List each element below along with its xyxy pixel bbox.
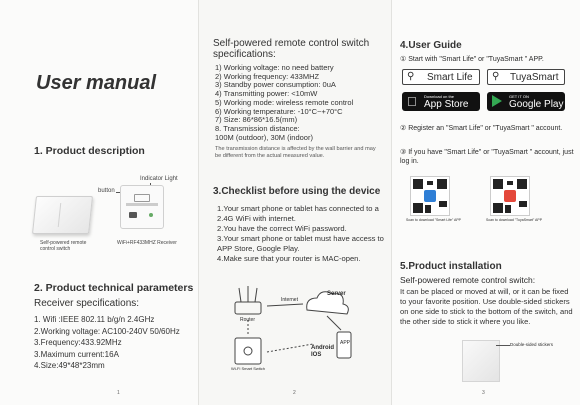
checklist-heading: 3.Checklist before using the device [213, 186, 381, 197]
transmission-note: The transmission distance is affected by the wall barrier and may be different from the actual measured value. [215, 146, 376, 159]
switch-spec-item: 3) Standby power consumption: 0uA [215, 80, 336, 90]
step-1: ① Start with "Smart Life" or "TuyaSmart " APP. [400, 56, 544, 63]
switch-spec-item: 7) Size: 86*86*16.5(mm) [215, 115, 298, 125]
google-play-badge[interactable] [487, 92, 565, 111]
phone-device-link [267, 344, 313, 352]
appstore-small-text: Download on the [424, 94, 455, 99]
switch-spec-item: 2) Working frequency: 433MHZ [215, 71, 320, 81]
installation-subheading: Self-powered remote control switch: [400, 275, 536, 285]
receiver-spec-item: 1. Wifi :IEEE 802.11 b/g/n 2.4GHz [34, 315, 155, 324]
product-description-heading: 1. Product description [34, 145, 145, 157]
sticker-label: Double-sided stickers [510, 342, 554, 347]
switch-spec-item: 100M (outdoor), 30M (indoor) [215, 132, 313, 142]
network-diagram [219, 280, 379, 380]
tuya-qr-code[interactable] [490, 176, 530, 216]
receiver-spec-item: 2.Working voltage: AC100-240V 50/60Hz [34, 326, 180, 336]
receiver-spec-item: 3.Maximum current:16A [34, 349, 119, 359]
smart-life-qr-code[interactable] [410, 176, 450, 216]
sticker-leader-line [496, 345, 510, 346]
switch-specs-heading: Self-powered remote control switch specifications: [213, 38, 370, 60]
checklist-item: 2.You have the correct WiFi password. [217, 224, 347, 233]
switch-specs-list [215, 64, 353, 142]
internet-label: Internet [281, 297, 298, 303]
cloud-phone-link [327, 316, 341, 330]
checklist-item: 3.Your smart phone or tablet must have access to APP Store, Google Play. [217, 234, 384, 253]
googleplay-small-text: GET IT ON [509, 94, 529, 99]
receiver-spec-item: 3.Frequency:433.92MHz [34, 338, 122, 347]
receiver-specs-list [34, 314, 180, 372]
button-label: button [98, 188, 115, 194]
qr-caption-smart-life: Scan to download "Smart Life" APP [406, 218, 462, 222]
search-icon: ⚲ [407, 71, 415, 82]
switch-spec-item: 5) Working mode: wireless remote control [215, 97, 354, 107]
page-number: 2 [293, 390, 296, 396]
play-icon [492, 95, 502, 107]
receiver-caption: WiFi+RF433MHZ Receiver [117, 240, 177, 246]
switch-spec-item: 8. Transmission distance: [215, 123, 300, 133]
receiver-button [129, 212, 137, 218]
step-2: ② Register an "Smart Life" or "TuyaSmart " account. [400, 125, 563, 132]
server-label: Server [327, 291, 346, 297]
apple-icon [407, 94, 417, 109]
manual-title: User manual [36, 72, 157, 94]
checklist-item: 4.Make sure that your router is MAC-open. [217, 254, 361, 263]
app-store-badge[interactable] [402, 92, 480, 111]
receiver-logo [134, 194, 150, 202]
router-label: Router [240, 317, 256, 323]
page-number: 3 [482, 390, 485, 396]
switch-caption: Self-powered remote control switch [40, 240, 87, 252]
os-label: Android IOS [311, 345, 334, 358]
page-number: 1 [117, 390, 120, 396]
receiver-text-line [126, 203, 158, 206]
installation-heading: 5.Product installation [400, 261, 502, 272]
checklist-list [217, 204, 387, 264]
switch-spec-item: 4) Transmitting power: <10mW [215, 89, 318, 99]
receiver-image [120, 185, 164, 229]
receiver-specs-heading: Receiver specifications: [34, 298, 140, 309]
step-3: ③ If you have "Smart Life" or "TuyaSmart " account, just log in. [400, 149, 574, 165]
search-icon: ⚲ [492, 71, 500, 82]
tuya-label: TuyaSmart [510, 72, 559, 83]
smart-life-logo-icon [424, 190, 436, 202]
switch-spec-item: 6) Working temperature: -10°C~+70°C [215, 106, 343, 116]
smart-life-label: Smart Life [427, 72, 473, 83]
device-label: Wi-Fi Smart Switch [231, 366, 265, 371]
indicator-light [149, 213, 153, 217]
user-guide-heading: 4.User Guide [400, 40, 462, 51]
wifi-switch-icon [235, 338, 261, 364]
installation-text: It can be placed or moved at will, or it can be fixed to your favorite position. Use double-sided stickers on one side to stick to the bottom of the switch, and the other side to stick it where you like. [400, 287, 573, 326]
sticker-illustration [462, 340, 500, 382]
smart-life-search-button[interactable] [402, 69, 480, 85]
checklist-item: 1.Your smart phone or tablet has connected to a 2.4G WiFi with internet. [217, 204, 379, 223]
router-cloud-link [267, 304, 303, 306]
tuya-logo-icon [504, 190, 516, 202]
qr-caption-tuya: Scan to download "TuyaSmart" APP [486, 218, 543, 222]
app-label: APP [340, 340, 351, 346]
remote-switch-image [32, 196, 93, 234]
tuya-search-button[interactable] [487, 69, 565, 85]
appstore-big-text: App Store [424, 99, 469, 110]
manual-page-1 [0, 0, 198, 405]
technical-parameters-heading: 2. Product technical parameters [34, 282, 194, 294]
receiver-spec-item: 4.Size:49*48*23mm [34, 361, 105, 370]
googleplay-big-text: Google Play [509, 99, 564, 110]
manual-page-2 [198, 0, 391, 405]
switch-spec-item: 1) Working voltage: no need battery [215, 63, 334, 72]
router-icon [235, 286, 261, 314]
manual-page-3 [391, 0, 580, 405]
indicator-light-label: Indicator Light [140, 176, 178, 182]
